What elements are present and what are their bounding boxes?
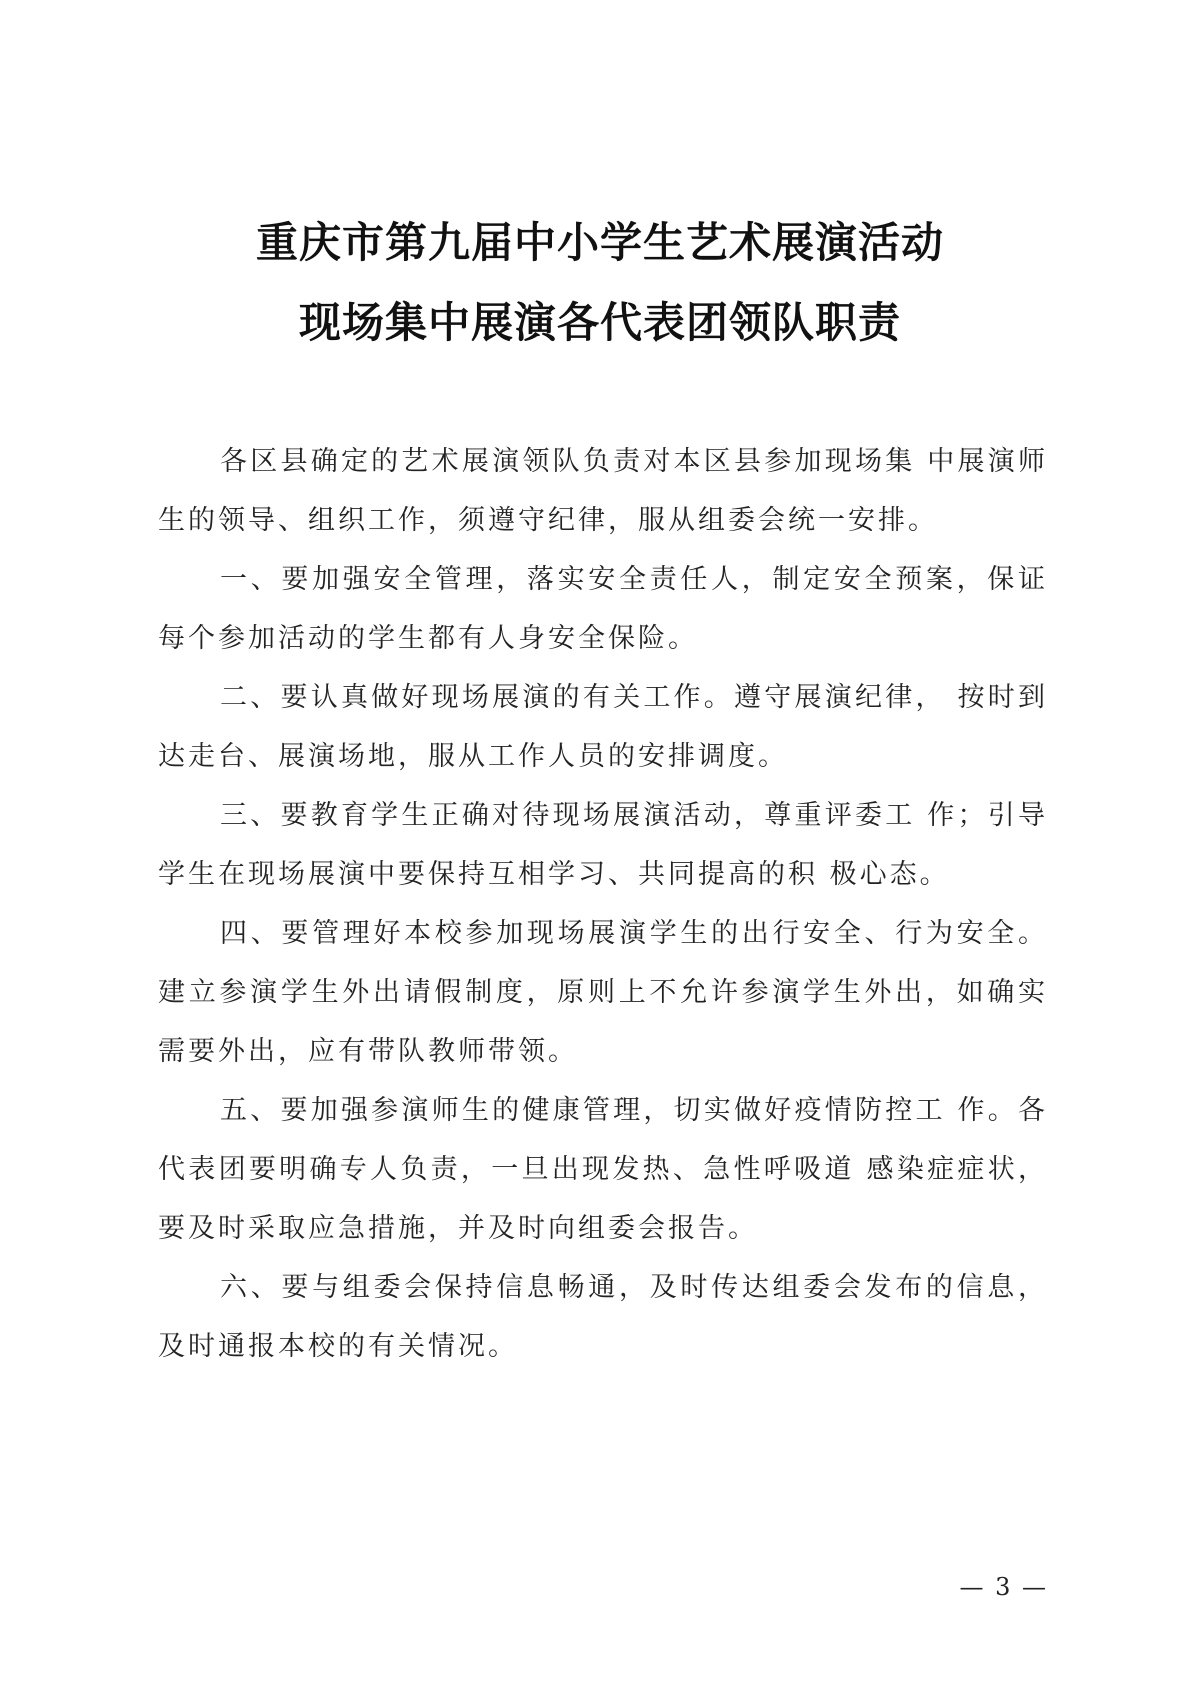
document-title-line-1: 重庆市第九届中小学生艺术展演活动 xyxy=(255,218,944,267)
paragraph-item-1: 一、要加强安全管理，落实安全责任人，制定安全预案，保证每个参加活动的学生都有人身安全保险。 xyxy=(158,564,1048,654)
paragraph-item-2: 二、要认真做好现场展演的有关工作。遵守展演纪律， 按时到达走台、展演场地，服从工作人员的安排调度。 xyxy=(158,682,1048,772)
paragraph-item-6: 六、要与组委会保持信息畅通，及时传达组委会发布的信息，及时通报本校的有关情况。 xyxy=(158,1272,1048,1362)
paragraph-item-3: 三、要教育学生正确对待现场展演活动，尊重评委工 作；引导学生在现场展演中要保持互相学习、共同提高的积 极心态。 xyxy=(158,800,1048,890)
page-number: — 3 — xyxy=(959,1573,1048,1601)
document-title-line-2: 现场集中展演各代表团领队职责 xyxy=(298,298,901,347)
paragraph-item-5: 五、要加强参演师生的健康管理，切实做好疫情防控工 作。各代表团要明确专人负责，一旦出现发热、急性呼吸道 感染症症状，要及时采取应急措施，并及时向组委会报告。 xyxy=(158,1095,1048,1244)
paragraph-intro: 各区县确定的艺术展演领队负责对本区县参加现场集 中展演师生的领导、组织工作，须遵守纪律，服从组委会统一安排。 xyxy=(158,446,1048,536)
paragraph-item-4: 四、要管理好本校参加现场展演学生的出行安全、行为安全。建立参演学生外出请假制度，原则上不允许参演学生外出，如确实需要外出，应有带队教师带领。 xyxy=(158,918,1048,1067)
document-body xyxy=(158,432,1048,1376)
